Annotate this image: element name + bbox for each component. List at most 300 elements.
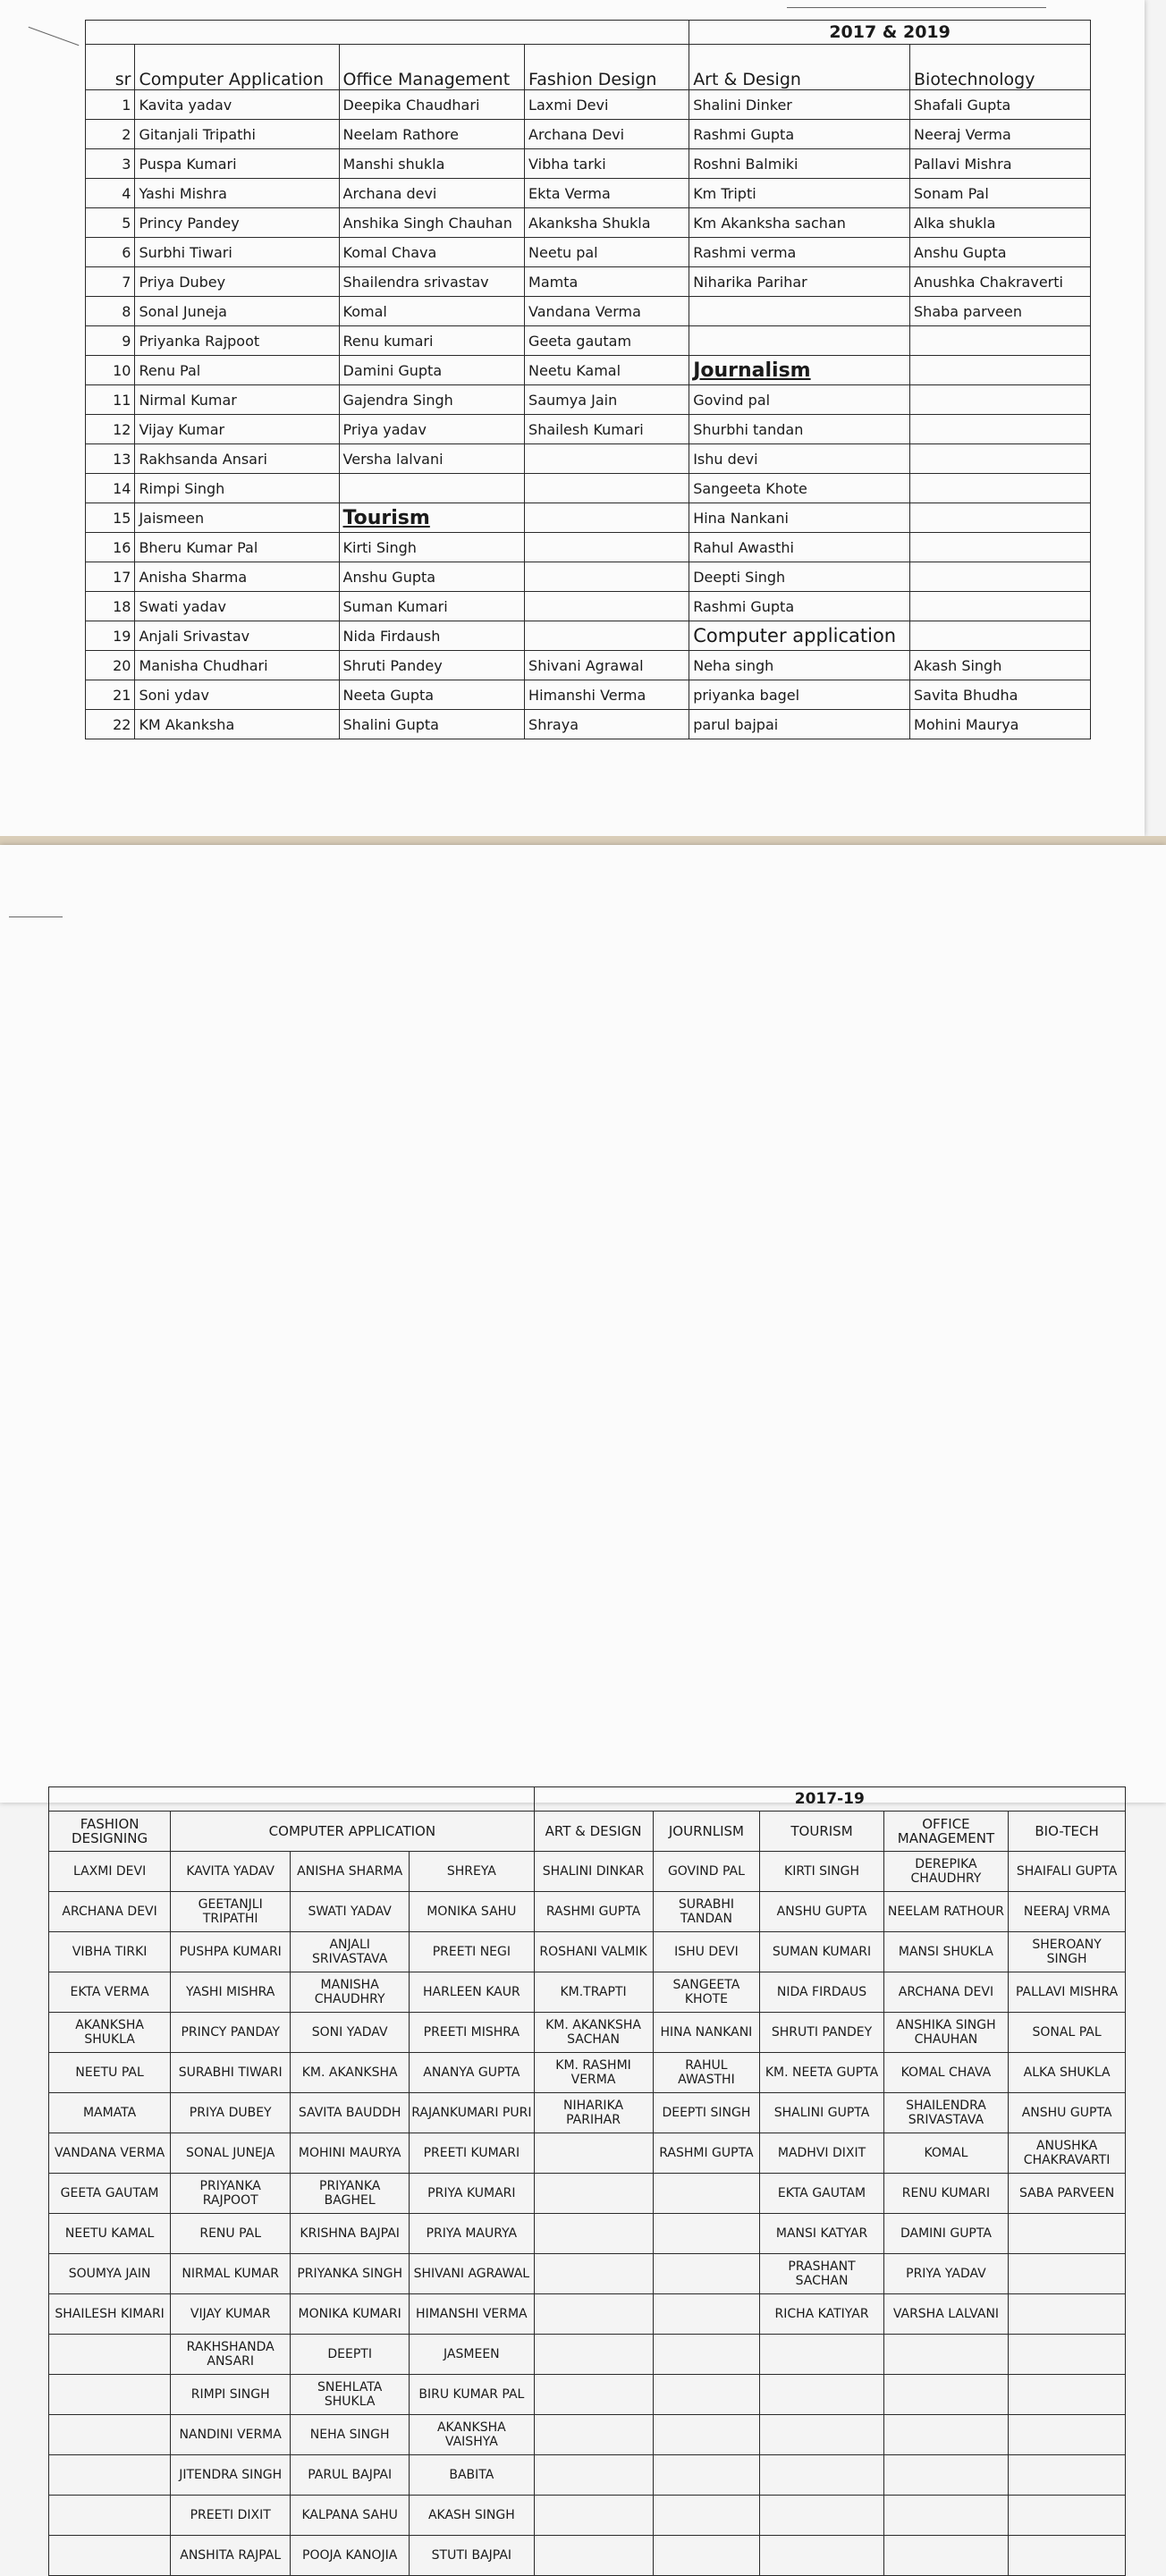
name-cell: SNEHLATA SHUKLA <box>291 2375 410 2415</box>
name-cell: ANISHA SHARMA <box>291 1852 410 1892</box>
name-cell: Mohini Maurya <box>910 710 1091 739</box>
name-cell: priyanka bagel <box>689 680 910 710</box>
name-cell: GEETA GAUTAM <box>49 2174 171 2214</box>
name-cell: Shruti Pandey <box>339 651 525 680</box>
name-cell: STUTI BAJPAI <box>410 2536 534 2576</box>
name-cell <box>910 356 1091 385</box>
name-cell <box>653 2455 760 2496</box>
name-cell: SHALINI GUPTA <box>760 2093 883 2133</box>
name-cell: ROSHANI VALMIK <box>534 1932 653 1972</box>
name-cell: Shalini Gupta <box>339 710 525 739</box>
table-row <box>86 533 1091 562</box>
name-cell <box>910 415 1091 444</box>
name-cell: KM.TRAPTI <box>534 1972 653 2013</box>
name-cell: Nida Firdaush <box>339 621 525 651</box>
name-cell: PRIYA DUBEY <box>171 2093 291 2133</box>
name-cell: Gitanjali Tripathi <box>135 120 339 149</box>
name-cell: Hina Nankani <box>689 503 910 533</box>
name-cell: Jaismeen <box>135 503 339 533</box>
name-cell: Versha lalvani <box>339 444 525 474</box>
name-cell <box>653 2496 760 2536</box>
name-cell: NEERAJ VRMA <box>1009 1892 1126 1932</box>
table-row <box>86 592 1091 621</box>
name-cell: BIRU KUMAR PAL <box>410 2375 534 2415</box>
name-cell: RAJANKUMARI PURI <box>410 2093 534 2133</box>
name-cell: KAVITA YADAV <box>171 1852 291 1892</box>
name-cell <box>1009 2375 1126 2415</box>
name-cell: ANANYA GUPTA <box>410 2053 534 2093</box>
table-row <box>86 149 1091 179</box>
table-row <box>49 1852 1126 1892</box>
name-cell <box>534 2536 653 2576</box>
name-cell <box>1009 2335 1126 2375</box>
name-cell: SHREYA <box>410 1852 534 1892</box>
name-cell: NEETU PAL <box>49 2053 171 2093</box>
table-row <box>49 1892 1126 1932</box>
name-cell <box>910 621 1091 651</box>
table-row <box>86 503 1091 533</box>
name-cell: KM. RASHMI VERMA <box>534 2053 653 2093</box>
name-cell: KOMAL CHAVA <box>883 2053 1008 2093</box>
column-header: BIO-TECH <box>1009 1812 1126 1852</box>
name-cell: Niharika Parihar <box>689 267 910 297</box>
name-cell <box>1009 2214 1126 2254</box>
table-row <box>49 2415 1126 2455</box>
name-cell: Manshi shukla <box>339 149 525 179</box>
name-cell: ANSHU GUPTA <box>1009 2093 1126 2133</box>
name-cell: PREETI NEGI <box>410 1932 534 1972</box>
table-title: 2017-19 <box>534 1787 1125 1812</box>
name-cell: SHAIFALI GUPTA <box>1009 1852 1126 1892</box>
name-cell <box>525 474 689 503</box>
name-cell: GOVIND PAL <box>653 1852 760 1892</box>
name-cell <box>883 2536 1008 2576</box>
column-header: ART & DESIGN <box>534 1812 653 1852</box>
name-cell: RASHMI GUPTA <box>653 2133 760 2174</box>
name-cell <box>534 2254 653 2294</box>
table-row <box>49 2536 1126 2576</box>
name-cell: Govind pal <box>689 385 910 415</box>
serial-number: 1 <box>86 90 135 120</box>
name-cell: RIMPI SINGH <box>171 2375 291 2415</box>
name-cell: ISHU DEVI <box>653 1932 760 1972</box>
serial-number: 22 <box>86 710 135 739</box>
name-cell: YASHI MISHRA <box>171 1972 291 2013</box>
name-cell: Renu Pal <box>135 356 339 385</box>
name-cell: JITENDRA SINGH <box>171 2455 291 2496</box>
name-cell: Komal <box>339 297 525 326</box>
table-row <box>49 2093 1126 2133</box>
name-cell: ALKA SHUKLA <box>1009 2053 1126 2093</box>
table-row <box>49 1972 1126 2013</box>
name-cell <box>760 2335 883 2375</box>
name-cell <box>760 2496 883 2536</box>
table-row <box>49 2133 1126 2174</box>
name-cell: Suman Kumari <box>339 592 525 621</box>
name-cell: PALLAVI MISHRA <box>1009 1972 1126 2013</box>
column-header: JOURNLISM <box>653 1812 760 1852</box>
serial-number: 15 <box>86 503 135 533</box>
serial-number: 17 <box>86 562 135 592</box>
name-cell: Anshu Gupta <box>339 562 525 592</box>
table-row <box>49 2294 1126 2335</box>
name-cell: KRISHNA BAJPAI <box>291 2214 410 2254</box>
name-cell: ANUSHKA CHAKRAVARTI <box>1009 2133 1126 2174</box>
section-heading: Computer application <box>689 621 910 651</box>
name-cell: PRIYA KUMARI <box>410 2174 534 2214</box>
blank-cell <box>49 1787 535 1812</box>
name-cell <box>1009 2294 1126 2335</box>
name-cell: Sangeeta Khote <box>689 474 910 503</box>
table-row <box>49 2375 1126 2415</box>
name-cell: Neeta Gupta <box>339 680 525 710</box>
name-cell: Priya Dubey <box>135 267 339 297</box>
name-cell: Laxmi Devi <box>525 90 689 120</box>
serial-number: 8 <box>86 297 135 326</box>
name-cell: SHAILESH KIMARI <box>49 2294 171 2335</box>
name-cell: SURABHI TIWARI <box>171 2053 291 2093</box>
name-cell <box>525 562 689 592</box>
name-cell: Yashi Mishra <box>135 179 339 208</box>
serial-number: 19 <box>86 621 135 651</box>
name-cell: ARCHANA DEVI <box>49 1892 171 1932</box>
name-cell: Swati yadav <box>135 592 339 621</box>
name-cell: KM Akanksha <box>135 710 339 739</box>
name-cell: SAVITA BAUDDH <box>291 2093 410 2133</box>
name-cell: PRASHANT SACHAN <box>760 2254 883 2294</box>
name-cell <box>653 2335 760 2375</box>
name-cell <box>1009 2536 1126 2576</box>
name-cell: Shaba parveen <box>910 297 1091 326</box>
name-cell: KOMAL <box>883 2133 1008 2174</box>
name-cell: NIHARIKA PARIHAR <box>534 2093 653 2133</box>
name-cell: EKTA VERMA <box>49 1972 171 2013</box>
name-cell: Roshni Balmiki <box>689 149 910 179</box>
serial-number: 10 <box>86 356 135 385</box>
table-row <box>86 267 1091 297</box>
name-cell: MANISHA CHAUDHRY <box>291 1972 410 2013</box>
table-row <box>49 2013 1126 2053</box>
name-cell: Priyanka Rajpoot <box>135 326 339 356</box>
table-row <box>86 621 1091 651</box>
name-cell <box>525 533 689 562</box>
name-cell <box>910 444 1091 474</box>
name-cell: VANDANA VERMA <box>49 2133 171 2174</box>
table-row <box>86 415 1091 444</box>
name-cell <box>883 2496 1008 2536</box>
table-row <box>49 2174 1126 2214</box>
name-cell: Neha singh <box>689 651 910 680</box>
name-cell <box>910 533 1091 562</box>
table-row <box>86 680 1091 710</box>
serial-number: 12 <box>86 415 135 444</box>
name-cell: NEETU KAMAL <box>49 2214 171 2254</box>
name-cell: Rimpi Singh <box>135 474 339 503</box>
name-cell: Komal Chava <box>339 238 525 267</box>
name-cell: Archana devi <box>339 179 525 208</box>
name-cell: JASMEEN <box>410 2335 534 2375</box>
name-cell: VIBHA TIRKI <box>49 1932 171 1972</box>
name-cell: ANSHITA RAJPAL <box>171 2536 291 2576</box>
name-cell <box>653 2214 760 2254</box>
name-cell: PREETI MISHRA <box>410 2013 534 2053</box>
name-cell <box>49 2375 171 2415</box>
name-cell <box>689 326 910 356</box>
name-cell: Shalini Dinker <box>689 90 910 120</box>
name-cell: PRIYANKA RAJPOOT <box>171 2174 291 2214</box>
name-cell: Anshika Singh Chauhan <box>339 208 525 238</box>
name-cell: RAHUL AWASTHI <box>653 2053 760 2093</box>
name-cell: SWATI YADAV <box>291 1892 410 1932</box>
table-row <box>49 1932 1126 1972</box>
name-cell <box>49 2536 171 2576</box>
name-cell: HINA NANKANI <box>653 2013 760 2053</box>
name-cell: Vibha tarki <box>525 149 689 179</box>
name-cell: SHAILENDRA SRIVASTAVA <box>883 2093 1008 2133</box>
name-cell: Sonal Juneja <box>135 297 339 326</box>
name-cell <box>883 2335 1008 2375</box>
serial-number: 16 <box>86 533 135 562</box>
serial-number: 14 <box>86 474 135 503</box>
column-header: sr <box>86 45 135 90</box>
name-cell <box>653 2415 760 2455</box>
name-cell: Archana Devi <box>525 120 689 149</box>
name-cell: Neetu pal <box>525 238 689 267</box>
name-cell <box>525 621 689 651</box>
serial-number: 11 <box>86 385 135 415</box>
name-cell <box>760 2536 883 2576</box>
name-cell: Savita Bhudha <box>910 680 1091 710</box>
name-cell: Rashmi verma <box>689 238 910 267</box>
name-cell: NEHA SINGH <box>291 2415 410 2455</box>
name-cell: DAMINI GUPTA <box>883 2214 1008 2254</box>
name-cell: Manisha Chudhari <box>135 651 339 680</box>
table-row <box>86 651 1091 680</box>
column-header: COMPUTER APPLICATION <box>171 1812 534 1852</box>
name-cell: POOJA KANOJIA <box>291 2536 410 2576</box>
upper-sheet <box>0 0 1145 836</box>
name-cell: PRIYA MAURYA <box>410 2214 534 2254</box>
desk-strip <box>0 836 1166 845</box>
name-cell: Anushka Chakraverti <box>910 267 1091 297</box>
table-row <box>86 90 1091 120</box>
serial-number: 6 <box>86 238 135 267</box>
name-cell: Neeraj Verma <box>910 120 1091 149</box>
name-cell <box>689 297 910 326</box>
name-cell: Vijay Kumar <box>135 415 339 444</box>
name-cell: Pallavi Mishra <box>910 149 1091 179</box>
name-cell <box>534 2455 653 2496</box>
name-cell: Shivani Agrawal <box>525 651 689 680</box>
name-cell: Bheru Kumar Pal <box>135 533 339 562</box>
name-cell <box>534 2294 653 2335</box>
name-cell: Anisha Sharma <box>135 562 339 592</box>
serial-number: 7 <box>86 267 135 297</box>
table-2017-19 <box>48 1786 1126 2576</box>
name-cell <box>49 2335 171 2375</box>
name-cell <box>534 2415 653 2455</box>
name-cell <box>760 2455 883 2496</box>
name-cell: PRIYA YADAV <box>883 2254 1008 2294</box>
name-cell: MADHVI DIXIT <box>760 2133 883 2174</box>
table-row <box>49 2496 1126 2536</box>
name-cell: Rakhsanda Ansari <box>135 444 339 474</box>
name-cell: Shurbhi tandan <box>689 415 910 444</box>
name-cell <box>534 2375 653 2415</box>
table-row <box>49 2254 1126 2294</box>
name-cell: Mamta <box>525 267 689 297</box>
name-cell <box>653 2174 760 2214</box>
table-row <box>86 385 1091 415</box>
edge-line <box>787 7 1046 8</box>
table-row <box>49 2214 1126 2254</box>
name-cell: MANSI KATYAR <box>760 2214 883 2254</box>
name-cell: AKANKSHA SHUKLA <box>49 2013 171 2053</box>
name-cell: Nirmal Kumar <box>135 385 339 415</box>
name-cell: SONI YADAV <box>291 2013 410 2053</box>
name-cell <box>525 444 689 474</box>
table-row <box>86 444 1091 474</box>
name-cell: SHALINI DINKAR <box>534 1852 653 1892</box>
name-cell: GEETANJLI TRIPATHI <box>171 1892 291 1932</box>
serial-number: 9 <box>86 326 135 356</box>
serial-number: 4 <box>86 179 135 208</box>
name-cell: Princy Pandey <box>135 208 339 238</box>
name-cell: SONAL JUNEJA <box>171 2133 291 2174</box>
name-cell <box>910 562 1091 592</box>
name-cell <box>910 326 1091 356</box>
name-cell <box>760 2375 883 2415</box>
name-cell: SOUMYA JAIN <box>49 2254 171 2294</box>
name-cell: RAKHSHANDA ANSARI <box>171 2335 291 2375</box>
column-header: FASHION DESIGNING <box>49 1812 171 1852</box>
name-cell: Damini Gupta <box>339 356 525 385</box>
name-cell: PREETI KUMARI <box>410 2133 534 2174</box>
name-cell: Rahul Awasthi <box>689 533 910 562</box>
name-cell: Shafali Gupta <box>910 90 1091 120</box>
table-row <box>86 710 1091 739</box>
name-cell: Saumya Jain <box>525 385 689 415</box>
name-cell <box>1009 2496 1126 2536</box>
table-2017-2019 <box>85 20 1091 739</box>
table-row <box>86 238 1091 267</box>
name-cell: KIRTI SINGH <box>760 1852 883 1892</box>
name-cell: MOHINI MAURYA <box>291 2133 410 2174</box>
name-cell <box>653 2536 760 2576</box>
table-row <box>86 179 1091 208</box>
column-header: Fashion Design <box>525 45 689 90</box>
name-cell: Renu kumari <box>339 326 525 356</box>
name-cell: Surbhi Tiwari <box>135 238 339 267</box>
edge-line <box>9 916 63 917</box>
column-header: Computer Application <box>135 45 339 90</box>
name-cell: VIJAY KUMAR <box>171 2294 291 2335</box>
name-cell <box>534 2335 653 2375</box>
serial-number: 13 <box>86 444 135 474</box>
name-cell: NEELAM RATHOUR <box>883 1892 1008 1932</box>
name-cell: Gajendra Singh <box>339 385 525 415</box>
name-cell: MONIKA SAHU <box>410 1892 534 1932</box>
name-cell: SONAL PAL <box>1009 2013 1126 2053</box>
table-row <box>49 2455 1126 2496</box>
name-cell: KM. AKANKSHA SACHAN <box>534 2013 653 2053</box>
name-cell: SURABHI TANDAN <box>653 1892 760 1932</box>
name-cell <box>653 2254 760 2294</box>
name-cell: ANSHU GUPTA <box>760 1892 883 1932</box>
table-row <box>49 2335 1126 2375</box>
name-cell: Neetu Kamal <box>525 356 689 385</box>
name-cell: PUSHPA KUMARI <box>171 1932 291 1972</box>
table-title: 2017 & 2019 <box>689 21 1091 45</box>
name-cell: PARUL BAJPAI <box>291 2455 410 2496</box>
name-cell <box>339 474 525 503</box>
name-cell: Sonam Pal <box>910 179 1091 208</box>
table-row <box>86 356 1091 385</box>
table-row <box>86 120 1091 149</box>
section-heading: Journalism <box>689 356 910 385</box>
name-cell: MANSI SHUKLA <box>883 1932 1008 1972</box>
name-cell: Akash Singh <box>910 651 1091 680</box>
table-row <box>86 326 1091 356</box>
name-cell: Ekta Verma <box>525 179 689 208</box>
name-cell: Vandana Verma <box>525 297 689 326</box>
name-cell: Kirti Singh <box>339 533 525 562</box>
name-cell <box>910 474 1091 503</box>
name-cell <box>534 2133 653 2174</box>
name-cell <box>1009 2254 1126 2294</box>
column-header: Office Management <box>339 45 525 90</box>
blank-cell <box>86 21 689 45</box>
name-cell <box>910 385 1091 415</box>
serial-number: 20 <box>86 651 135 680</box>
name-cell: Anshu Gupta <box>910 238 1091 267</box>
name-cell <box>910 503 1091 533</box>
name-cell: LAXMI DEVI <box>49 1852 171 1892</box>
name-cell: Priya yadav <box>339 415 525 444</box>
column-header: Biotechnology <box>910 45 1091 90</box>
name-cell: Alka shukla <box>910 208 1091 238</box>
table-row <box>86 474 1091 503</box>
name-cell: ARCHANA DEVI <box>883 1972 1008 2013</box>
name-cell: MAMATA <box>49 2093 171 2133</box>
name-cell <box>534 2174 653 2214</box>
name-cell: VARSHA LALVANI <box>883 2294 1008 2335</box>
name-cell: parul bajpai <box>689 710 910 739</box>
name-cell: Neelam Rathore <box>339 120 525 149</box>
name-cell <box>49 2455 171 2496</box>
section-heading: Tourism <box>339 503 525 533</box>
name-cell: KALPANA SAHU <box>291 2496 410 2536</box>
name-cell: DEEPTI SINGH <box>653 2093 760 2133</box>
name-cell <box>1009 2455 1126 2496</box>
name-cell <box>525 503 689 533</box>
lower-sheet <box>0 845 1166 2563</box>
name-cell: SHEROANY SINGH <box>1009 1932 1126 1972</box>
name-cell: Deepti Singh <box>689 562 910 592</box>
name-cell: AKANKSHA VAISHYA <box>410 2415 534 2455</box>
name-cell: NIRMAL KUMAR <box>171 2254 291 2294</box>
name-cell: Deepika Chaudhari <box>339 90 525 120</box>
name-cell <box>1009 2415 1126 2455</box>
serial-number: 5 <box>86 208 135 238</box>
name-cell: AKASH SINGH <box>410 2496 534 2536</box>
table-row <box>49 2053 1126 2093</box>
name-cell: SHIVANI AGRAWAL <box>410 2254 534 2294</box>
name-cell: RENU KUMARI <box>883 2174 1008 2214</box>
name-cell: EKTA GAUTAM <box>760 2174 883 2214</box>
serial-number: 2 <box>86 120 135 149</box>
serial-number: 3 <box>86 149 135 179</box>
